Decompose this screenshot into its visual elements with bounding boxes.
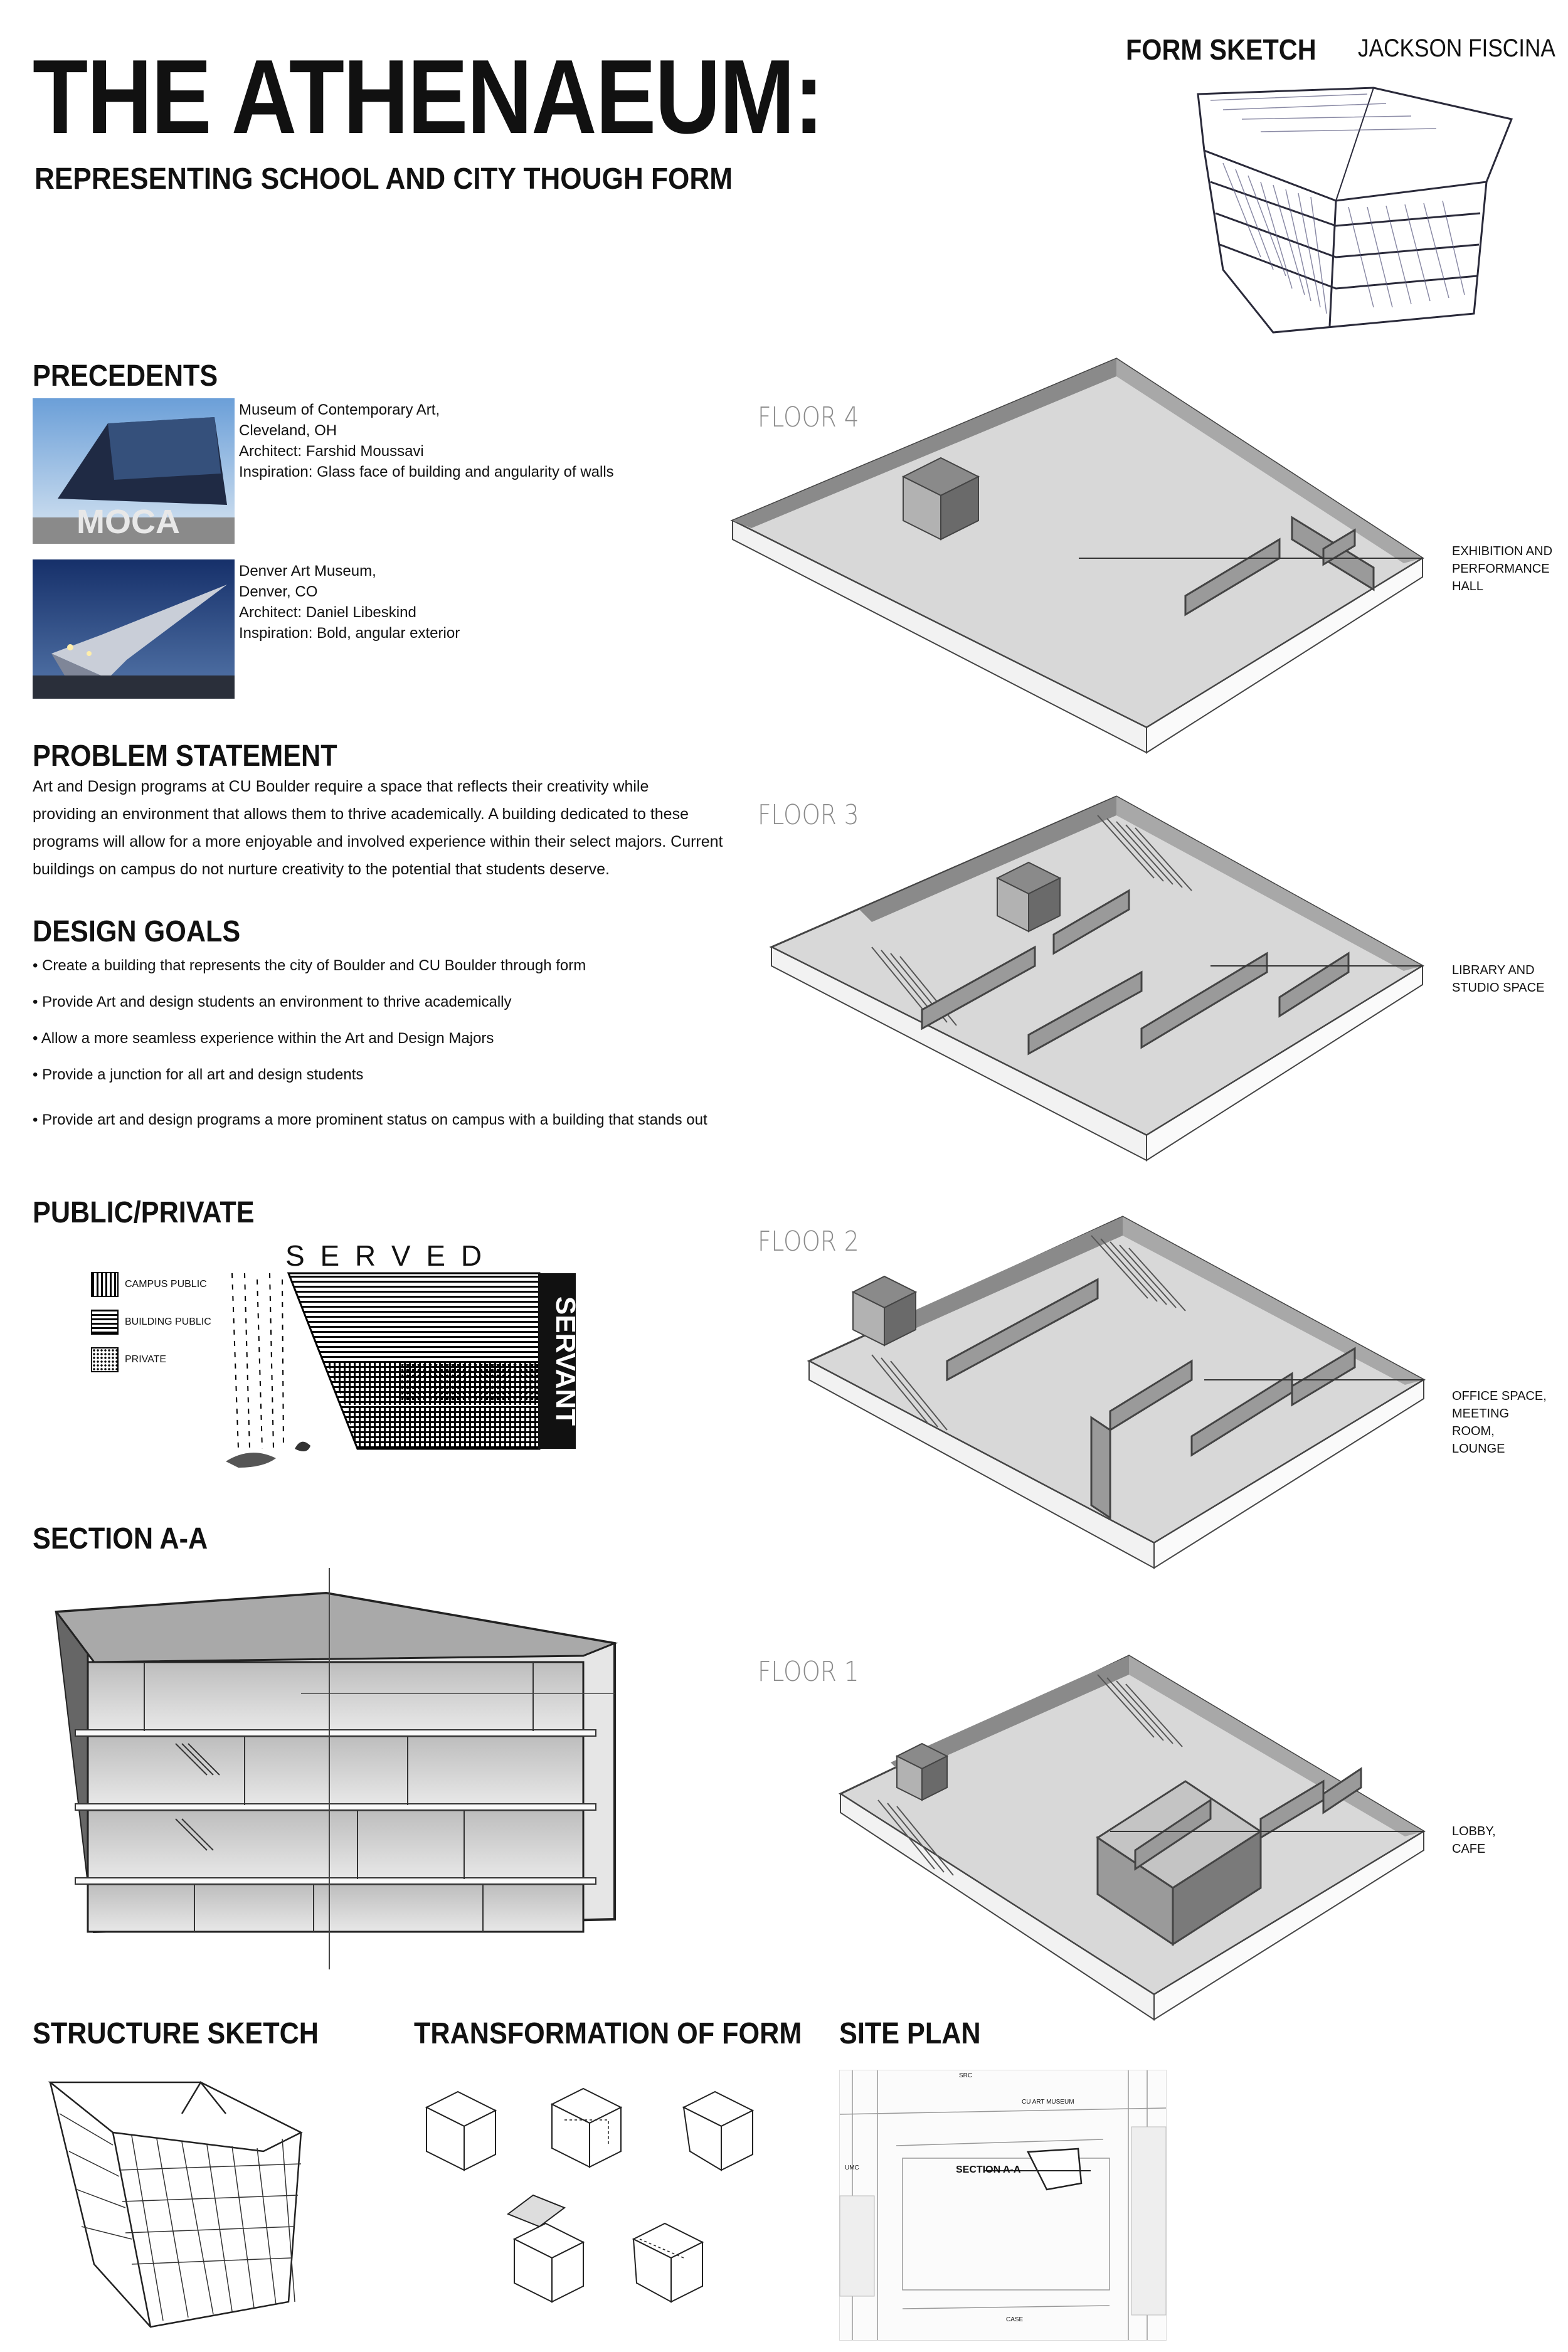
served-label: S E R V E D [285, 1239, 486, 1272]
precedent-1-name: Museum of Contemporary Art, [239, 401, 440, 418]
structure-sketch-heading: STRUCTURE SKETCH [33, 2017, 319, 2050]
callout-line: LIBRARY AND [1452, 963, 1535, 977]
transformation-heading: TRANSFORMATION OF FORM [414, 2017, 802, 2050]
site-tiny-label: UMC [845, 2164, 859, 2171]
callout-line: EXHIBITION AND [1452, 544, 1553, 558]
problem-statement-body [33, 773, 723, 883]
legend-private [91, 1347, 166, 1372]
public-private-heading: PUBLIC/PRIVATE [33, 1196, 255, 1229]
denver-art-museum-photo [33, 559, 235, 699]
design-goal-item: • Allow a more seamless experience within the Art and Design Majors [33, 1030, 494, 1047]
floor-4-callout [1452, 543, 1552, 595]
site-plan-map [839, 2070, 1167, 2341]
servant-label-box [531, 1298, 600, 1424]
problem-line: Art and Design programs at CU Boulder require a space that reflects their creativity while [33, 778, 649, 795]
problem-line: programs will allow for a more enjoyable and involved experience within their select majors. Current [33, 833, 723, 850]
form-sketch-drawing [1185, 82, 1524, 345]
floor-4-label: FLOOR 4 [758, 401, 859, 433]
precedent-2-text [239, 561, 460, 644]
floor-3-label: FLOOR 3 [758, 799, 859, 831]
problem-statement-heading: PROBLEM STATEMENT [33, 739, 337, 773]
precedent-2-architect: Architect: Daniel Libeskind [239, 604, 416, 621]
precedent-1-location: Cleveland, OH [239, 422, 337, 439]
design-goals-heading: DESIGN GOALS [33, 915, 241, 948]
precedent-2-location: Denver, CO [239, 583, 318, 600]
site-tiny-label: CASE [1006, 2316, 1024, 2323]
floor-1-callout [1452, 1823, 1496, 1858]
precedent-1-inspiration: Inspiration: Glass face of building and angularity of walls [239, 464, 614, 480]
precedent-2-name: Denver Art Museum, [239, 563, 376, 580]
private-swatch [91, 1347, 119, 1372]
legend-campus-public [91, 1272, 207, 1297]
transformation-diagram [420, 2082, 771, 2333]
campus-public-swatch [91, 1272, 119, 1297]
callout-line: MEETING [1452, 1407, 1510, 1421]
floor-2-plan [803, 1192, 1449, 1618]
site-tiny-label: CU ART MUSEUM [1022, 2099, 1074, 2106]
precedent-2-inspiration: Inspiration: Bold, angular exterior [239, 625, 460, 642]
callout-line: CAFE [1452, 1842, 1486, 1856]
floor-2-label: FLOOR 2 [758, 1226, 859, 1258]
callout-line: PERFORMANCE [1452, 562, 1550, 576]
legend-building-public [91, 1310, 211, 1335]
floor-4-plan [728, 351, 1443, 778]
precedents-heading: PRECEDENTS [33, 359, 218, 393]
svg-text:MOCA: MOCA [77, 503, 180, 541]
callout-line: LOUNGE [1452, 1442, 1505, 1456]
site-tiny-label: SRC [959, 2072, 973, 2079]
servant-label: SERVANT [550, 1296, 581, 1426]
problem-line: providing an environment that allows them to thrive academically. A building dedicated to these [33, 805, 689, 823]
legend-label: PRIVATE [125, 1354, 167, 1365]
legend-label: BUILDING PUBLIC [125, 1316, 211, 1327]
design-goal-item: • Provide art and design programs a more prominent status on campus with a building that stands out [33, 1111, 707, 1128]
building-public-swatch [91, 1310, 119, 1335]
section-heading: SECTION A-A [33, 1522, 208, 1555]
floor-3-callout [1452, 961, 1544, 997]
site-plan-heading: SITE PLAN [839, 2017, 981, 2050]
precedent-1-text [239, 400, 614, 482]
author-name: JACKSON FISCINA [1358, 34, 1555, 62]
callout-line: ROOM, [1452, 1424, 1495, 1438]
poster-subtitle: REPRESENTING SCHOOL AND CITY THOUGH FORM [34, 162, 733, 196]
design-goal-item: • Provide a junction for all art and design students [33, 1066, 364, 1083]
form-sketch-heading: FORM SKETCH [1126, 33, 1316, 66]
section-drawing [50, 1568, 627, 1969]
site-section-label: SECTION A-A [956, 2164, 1021, 2175]
callout-line: STUDIO SPACE [1452, 981, 1545, 995]
floor-1-label: FLOOR 1 [758, 1656, 859, 1688]
floor-3-plan [765, 759, 1449, 1210]
floor-2-callout [1452, 1387, 1547, 1458]
poster-title: THE ATHENAEUM: [33, 38, 824, 156]
callout-line: OFFICE SPACE, [1452, 1389, 1547, 1403]
problem-line: buildings on campus do not nurture creativity to the potential that students deserve. [33, 861, 610, 878]
legend-label: CAMPUS PUBLIC [125, 1279, 207, 1290]
floor-1-plan [834, 1631, 1449, 2045]
callout-line: LOBBY, [1452, 1825, 1496, 1838]
moca-photo [33, 398, 235, 544]
structure-sketch-drawing [38, 2076, 314, 2333]
callout-line: HALL [1452, 580, 1484, 593]
precedent-1-architect: Architect: Farshid Moussavi [239, 443, 424, 460]
design-goal-item: • Provide Art and design students an environment to thrive academically [33, 993, 512, 1010]
design-goal-item: • Create a building that represents the city of Boulder and CU Boulder through form [33, 957, 586, 974]
